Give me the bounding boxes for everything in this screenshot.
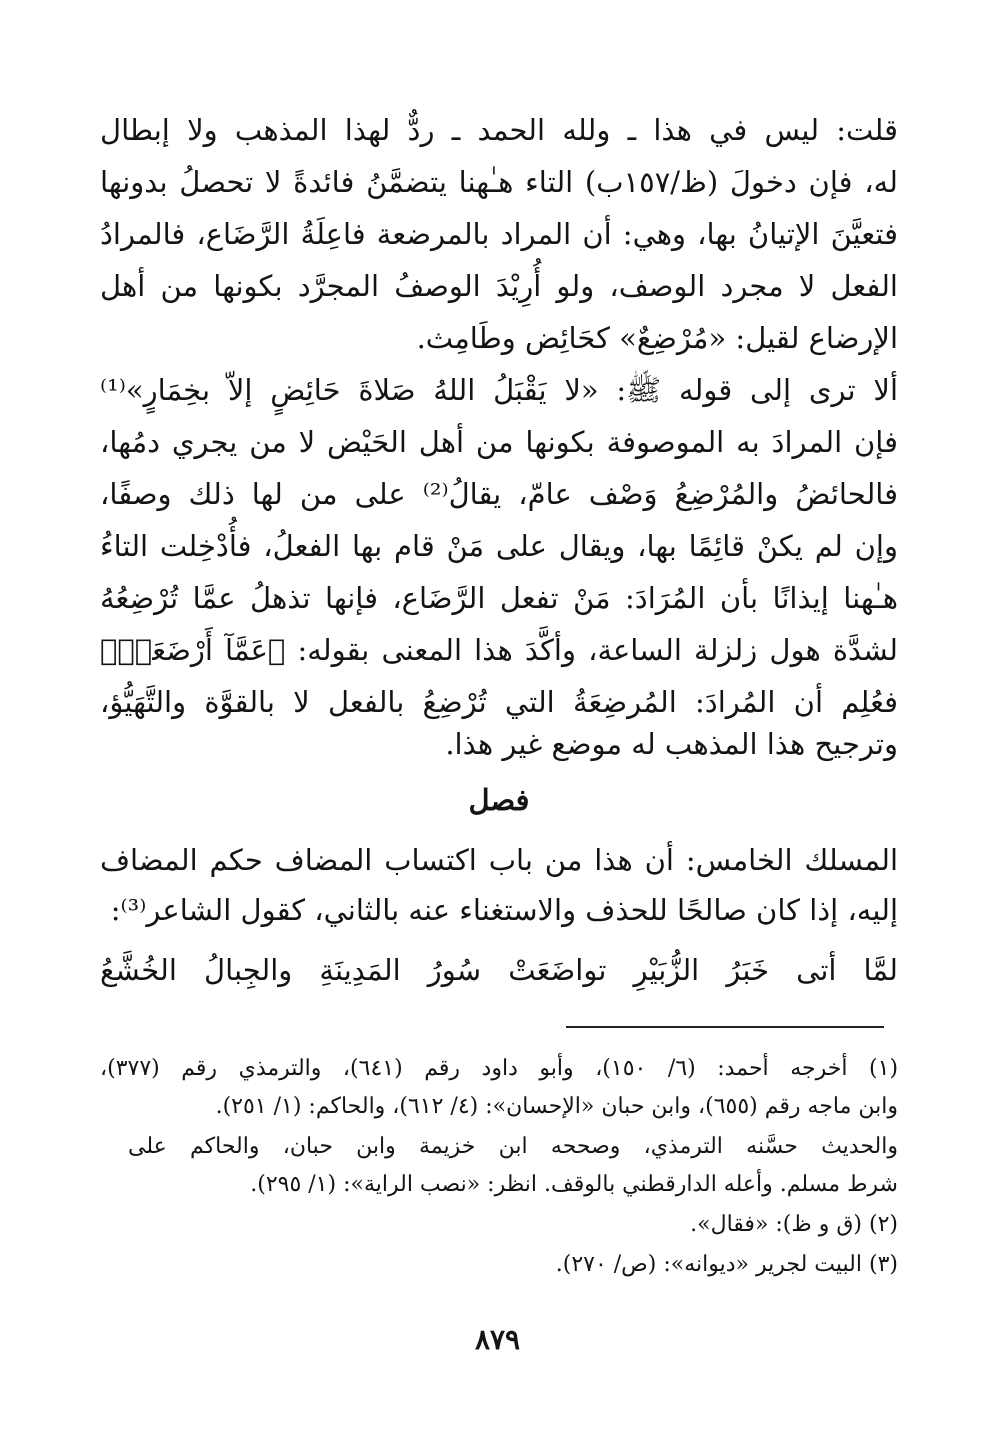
body-line: فعُلِم أن المُرادَ: المُرضِعَةُ التي تُرْضِعُ بالفعل لا بالقوَّة والتَّهَيُّؤ، — [100, 685, 898, 719]
footnote-line: شرط مسلم. وأعله الدارقطني بالوقف. انظر: «نصب الراية»: (١/ ٢٩٥). — [250, 1172, 898, 1197]
body-line: إليه، إذا كان صالحًا للحذف والاستغناء عنه بالثاني، كقول الشاعر⁽³⁾: — [110, 893, 898, 927]
footnote-line: (٢) (ق و ظ): «فقال». — [690, 1212, 898, 1237]
body-line: وإن لم يكنْ قائِمًا بها، ويقال على مَنْ قام بها الفعلُ، فأُدْخِلت التاءُ — [100, 529, 898, 563]
footnote-line: والحديث حسَّنه الترمذي، وصححه ابن خزيمة وابن حبان، والحاكم على — [128, 1134, 898, 1159]
footnote-line: (٣) البيت لجرير «ديوانه»: (ص/ ٢٧٠). — [555, 1252, 898, 1277]
body-line: لشدَّة هول زلزلة الساعة، وأكَّدَ هذا المعنى بقوله: ﴿عَمَّآ أَرْضَعَتۡ﴾ — [100, 633, 898, 667]
body-line: قلت: ليس في هذا ـ ولله الحمد ـ ردٌّ لهذا المذهب ولا إبطال — [100, 113, 898, 147]
page-number: ٨٧٩ — [474, 1323, 521, 1356]
footnote-line: (١) أخرجه أحمد: (٦/ ١٥٠)، وأبو داود رقم (٦٤١)، والترمذي رقم (٣٧٧)، — [100, 1056, 899, 1081]
poetry-verse: لمَّا أتى خَبَرُ الزُّبَيْرِ تواضَعَتْ سُورُ المَدِينَةِ والجِبالُ الخُشَّعُ — [100, 953, 898, 987]
footnote-line: وابن ماجه رقم (٦٥٥)، وابن حبان «الإحسان»: (٤/ ٦١٢)، والحاكم: (١/ ٢٥١). — [215, 1094, 898, 1119]
body-line: هـٰهنا إيذانًا بأن المُرَادَ: مَنْ تفعل الرَّضَاع، فإنها تذهلُ عمَّا تُرْضِعُهُ — [100, 581, 898, 615]
body-line: ألا ترى إلى قوله ﷺ: «لا يَقْبَلُ اللهُ صَلاةَ حَائِضٍ إلاّ بخِمَارٍ»⁽¹⁾ — [100, 373, 898, 407]
body-line: فإن المرادَ به الموصوفة بكونها من أهل الحَيْض لا من يجري دمُها، — [100, 425, 898, 459]
body-line: وترجيح هذا المذهب له موضع غير هذا. — [445, 727, 898, 761]
body-line: الإرضاع لقيل: «مُرْضِعٌ» كحَائِض وطَامِث. — [416, 321, 898, 355]
body-line: فتعيَّنَ الإتيانُ بها، وهي: أن المراد بالمرضعة فاعِلَةُ الرَّضَاع، فالمرادُ — [100, 217, 898, 251]
body-line: له، فإن دخولَ (ظ/١٥٧ب) التاء هـٰهنا يتضمَّنُ فائدةً لا تحصلُ بدونها — [100, 165, 898, 199]
body-line: الفعل لا مجرد الوصف، ولو أُرِيْدَ الوصفُ المجرَّد بكونها من أهل — [100, 269, 898, 303]
body-line: فالحائضُ والمُرْضِعُ وَصْف عامّ، يقالُ⁽²⁾ على من لها ذلك وصفًا، — [100, 477, 898, 511]
body-line: المسلك الخامس: أن هذا من باب اكتساب المضاف حكم المضاف — [100, 843, 898, 877]
footnote-separator — [566, 1026, 884, 1028]
section-heading: فصل — [468, 783, 530, 817]
